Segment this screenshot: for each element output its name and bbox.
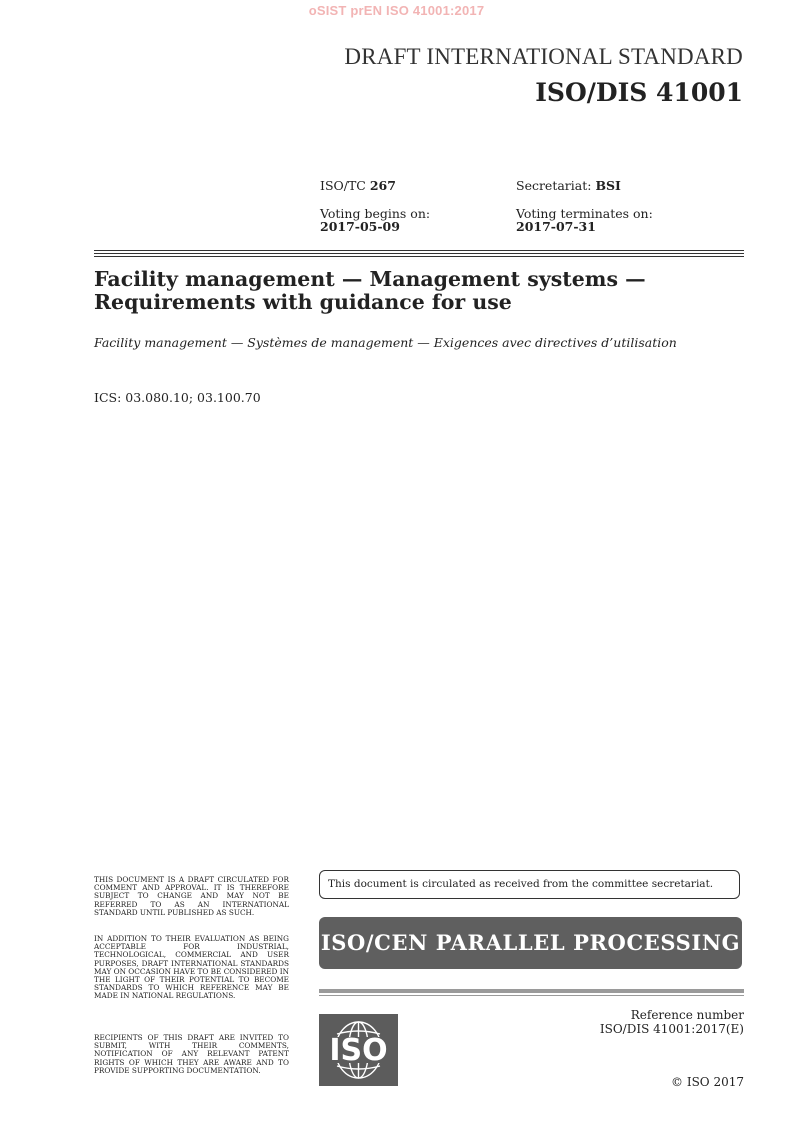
disclaimer-para-3: RECIPIENTS OF THIS DRAFT ARE INVITED TO SUBMIT, WITH THEIR COMMENTS, NOTIFICATION OF ANY RELEVANT PATENT RIGHTS OF WHICH THEY ARE AWARE AND TO PROVIDE SUPPORTING DOCUMENTATION. (94, 1033, 289, 1075)
reference-number: ISO/DIS 41001:2017(E) (599, 1022, 744, 1036)
document-type: DRAFT INTERNATIONAL STANDARD (344, 44, 743, 69)
grey-rule-thin (319, 995, 744, 996)
document-number: ISO/DIS 41001 (535, 78, 743, 107)
iso-globe-icon (319, 1014, 398, 1086)
voting-terminates-label: Voting terminates on: (516, 206, 653, 221)
ics-codes: ICS: 03.080.10; 03.100.70 (94, 390, 261, 405)
disclaimer-para-1: THIS DOCUMENT IS A DRAFT CIRCULATED FOR COMMENT AND APPROVAL. IT IS THEREFORE SUBJECT TO CHANGE AND MAY NOT BE REFERRED TO AS AN INTERNATIONAL STANDARD UNTIL PUBLISHED AS SUCH. (94, 875, 289, 917)
disclaimer-para-2: IN ADDITION TO THEIR EVALUATION AS BEING ACCEPTABLE FOR INDUSTRIAL, TECHNOLOGICAL, COMMERCIAL AND USER PURPOSES, DRAFT INTERNATIONAL STANDARDS MAY ON OCCASION HAVE TO BE CONSIDERED IN THE LIGHT OF THEIR POTENTIAL TO BECOME STANDARDS TO WHICH REFERENCE MAY BE MADE IN NATIONAL REGULATIONS. (94, 934, 289, 1001)
voting-begins-label: Voting begins on: (320, 206, 431, 221)
iso-logo-text: ISO (329, 1033, 388, 1068)
grey-rule (319, 989, 744, 993)
copyright: © ISO 2017 (671, 1075, 744, 1089)
document-title (94, 268, 744, 314)
circulation-notice: This document is circulated as received from the committee secretariat. (319, 870, 740, 899)
divider-top (94, 250, 744, 251)
secretariat-label: Secretariat: (516, 178, 592, 193)
parallel-processing-banner: ISO/CEN PARALLEL PROCESSING (319, 917, 742, 969)
reference-label: Reference number (630, 1008, 744, 1022)
committee-number: 267 (369, 178, 396, 193)
committee (320, 179, 396, 192)
voting-terminates-date: 2017-07-31 (516, 219, 596, 234)
committee-prefix: ISO/TC (320, 178, 366, 193)
title-line-1: Facility management — Management systems — (94, 267, 646, 291)
divider-bottom (94, 256, 744, 257)
title-line-2: Requirements with guidance for use (94, 290, 512, 314)
voting-begins-date: 2017-05-09 (320, 219, 400, 234)
iso-logo (319, 1014, 398, 1086)
voting-begins (320, 207, 430, 233)
secretariat-value: BSI (595, 178, 621, 193)
divider-mid (94, 253, 744, 254)
watermark: oSIST prEN ISO 41001:2017 (308, 3, 485, 18)
french-title: Facility management — Systèmes de management — Exigences avec directives d’utilisation (94, 335, 677, 350)
secretariat (516, 179, 621, 192)
voting-terminates (516, 207, 653, 233)
